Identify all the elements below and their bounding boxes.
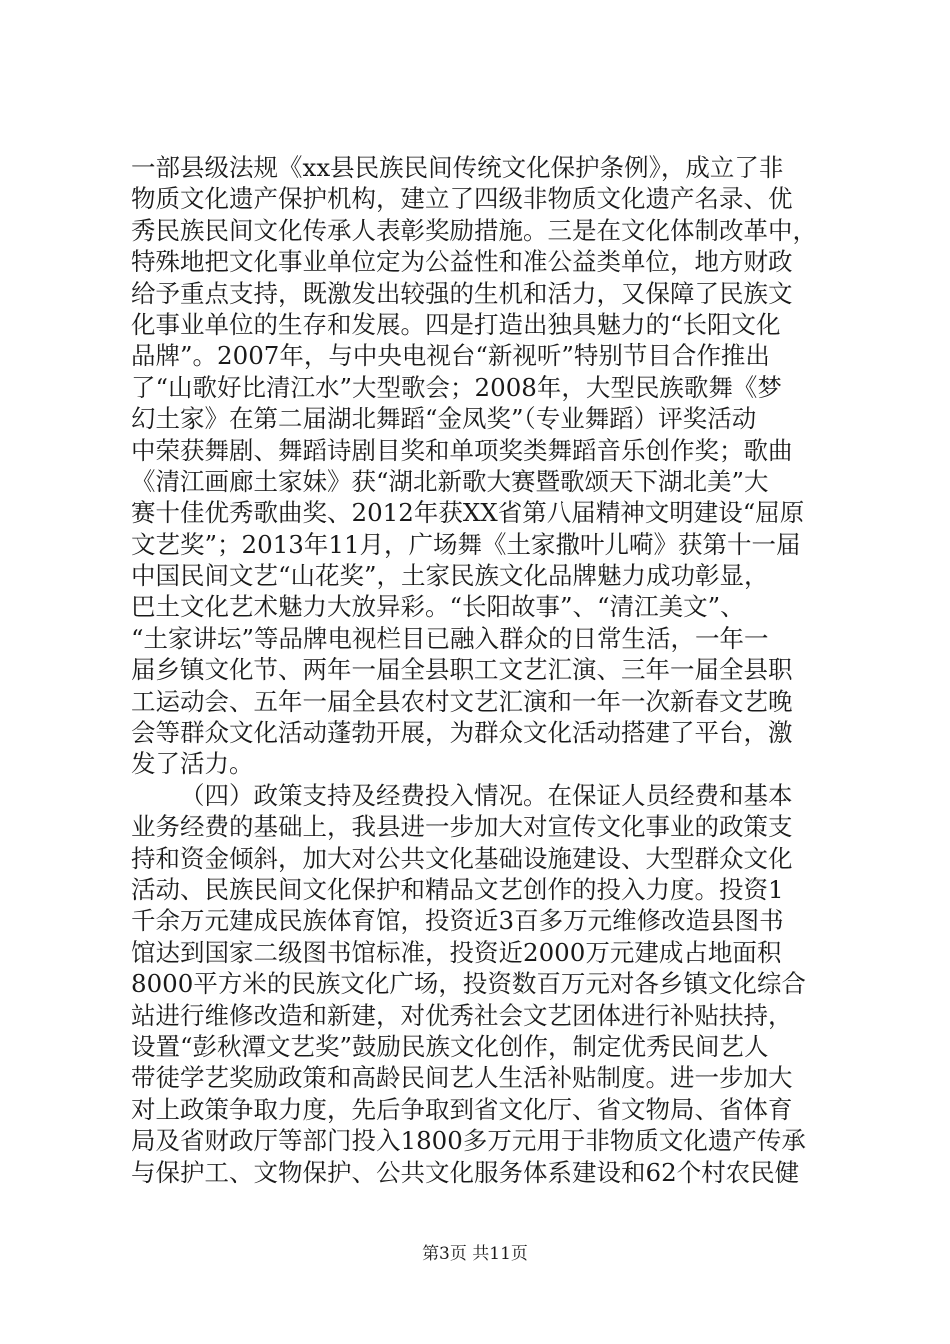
text-line: 幻土家》在第二届湖北舞蹈“金凤奖”（专业舞蹈）评奖活动 <box>131 404 757 434</box>
text-line: 馆达到国家二级图书馆标准，投资近2000万元建成占地面积 <box>131 937 782 967</box>
text-line: 活动、民族民间文化保护和精品文艺创作的投入力度。投资1 <box>131 874 784 904</box>
text-line: 届乡镇文化节、两年一届全县职工文艺汇演、三年一届全县职 <box>131 655 793 685</box>
text-line: 《清江画廊土家妹》获“湖北新歌大赛暨歌颂天下湖北美”大 <box>131 466 769 496</box>
text-line: “土家讲坛”等品牌电视栏目已融入群众的日常生活，一年一 <box>131 623 769 653</box>
text-line: 赛十佳优秀歌曲奖、2012年获XX省第八届精神文明建设“屈原 <box>131 498 805 528</box>
text-line: 物质文化遗产保护机构，建立了四级非物质文化遗产名录、优 <box>131 184 793 214</box>
text-line: 工运动会、五年一届全县农村文艺汇演和一年一次新春文艺晚 <box>131 686 793 716</box>
page-footer: 第3页 共11页 <box>422 1244 528 1264</box>
text-line: 千余万元建成民族体育馆，投资近3百多万元维修改造县图书 <box>131 906 784 936</box>
text-line: 设置“彭秋潭文艺奖”鼓励民族文化创作，制定优秀民间艺人 <box>131 1031 769 1061</box>
text-line: 给予重点支持，既激发出较强的生机和活力，又保障了民族文 <box>131 278 793 308</box>
text-line: 中国民间文艺“山花奖”，土家民族文化品牌魅力成功彰显， <box>131 561 769 591</box>
text-line: 文艺奖”；2013年11月，广场舞《土家撒叶儿嗬》获第十一届 <box>131 529 801 559</box>
text-line: 巴土文化艺术魅力大放异彩。“长阳故事”、“清江美文”、 <box>131 592 745 622</box>
body-text <box>131 152 831 1188</box>
text-line: 业务经费的基础上，我县进一步加大对宣传文化事业的政策支 <box>131 812 793 842</box>
text-line: 特殊地把文化事业单位定为公益性和准公益类单位，地方财政 <box>131 247 793 277</box>
text-line: 会等群众文化活动蓬勃开展，为群众文化活动搭建了平台，激 <box>131 718 793 748</box>
text-line: 化事业单位的生存和发展。四是打造出独具魅力的“长阳文化 <box>131 309 781 339</box>
text-line: 站进行维修改造和新建，对优秀社会文艺团体进行补贴扶持， <box>131 1000 793 1030</box>
text-line: 与保护工、文物保护、公共文化服务体系建设和62个村农民健 <box>131 1157 800 1187</box>
text-line: 8000平方米的民族文化广场，投资数百万元对各乡镇文化综合 <box>131 969 806 999</box>
text-line: 局及省财政厅等部门投入1800多万元用于非物质文化遗产传承 <box>131 1126 806 1156</box>
text-line: 持和资金倾斜，加大对公共文化基础设施建设、大型群众文化 <box>131 843 793 873</box>
text-line: 对上政策争取力度，先后争取到省文化厅、省文物局、省体育 <box>131 1094 793 1124</box>
text-line: 秀民族民间文化传承人表彰奖励措施。三是在文化体制改革中， <box>131 215 817 245</box>
text-line-indented: （四）政策支持及经费投入情况。在保证人员经费和基本 <box>180 780 793 810</box>
text-line: 中荣获舞剧、舞蹈诗剧目奖和单项奖类舞蹈音乐创作奖；歌曲 <box>131 435 793 465</box>
text-line: 品牌”。2007年，与中央电视台“新视听”特别节目合作推出 <box>131 341 770 371</box>
text-line: 了“山歌好比清江水”大型歌会；2008年，大型民族歌舞《梦 <box>131 372 782 402</box>
text-line: 发了活力。 <box>131 749 254 779</box>
text-line: 带徒学艺奖励政策和高龄民间艺人生活补贴制度。进一步加大 <box>131 1063 793 1093</box>
text-line: 一部县级法规《xx县民族民间传统文化保护条例》，成立了非 <box>131 153 784 182</box>
